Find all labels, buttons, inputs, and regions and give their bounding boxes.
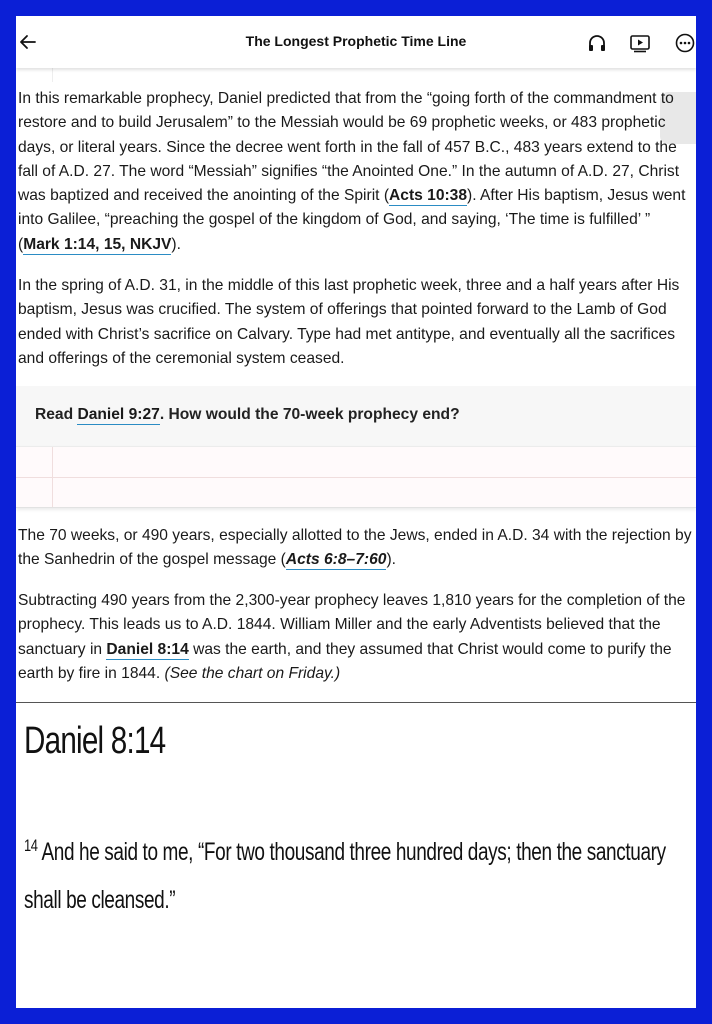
question-text: Read (35, 406, 78, 423)
scripture-link[interactable]: Daniel 9:27 (77, 406, 160, 423)
app-frame (16, 16, 696, 1008)
scripture-link[interactable]: Daniel 8:14 (106, 640, 189, 658)
question-text: . How would the 70-week prophecy end? (159, 406, 460, 423)
scripture-link[interactable]: Mark 1:14, 15, NKJV (23, 235, 172, 253)
paragraph-text: ). After His baptism, Jesus went into Galilee, “preaching the gospel of the kingdom of God, and saying, ‘The time is fulfilled’ ” ( (18, 187, 686, 253)
scripture-link[interactable]: Acts 10:38 (389, 187, 468, 205)
chart-note: (See the chart on Friday.) (164, 664, 341, 682)
scripture-link[interactable]: Acts 6:8–7:60 (285, 551, 387, 569)
paragraph-text: was the earth, and they assumed that Christ would come to purify the earth by fire in 1844. (18, 640, 672, 682)
paragraph-text: In this remarkable prophecy, Daniel predicted that from the “going forth of the commandment to restore and to build Jerusalem” to the Messiah would be 69 prophetic weeks, or 483 prophetic days, or literal years. Since the decree went forth in the fall of 457 B.C., 483 years extend to the fall of A.D. 27. The word “Messiah” signifies “the Anointed One.” In the autumn of A.D. 27, Christ was baptized and received the anointing of the Spirit ( (18, 90, 680, 205)
paragraph-text: Subtracting 490 years from the 2,300-year prophecy leaves 1,810 years for the completion of the prophecy. This leads us to A.D. 1844. William Miller and the early Adventists believed that the sanctuary in (18, 592, 686, 658)
paragraph-text: ). (386, 551, 396, 569)
answer-margin-line (52, 447, 53, 507)
verse-text (24, 822, 693, 924)
paragraph-3 (18, 524, 694, 573)
paragraph-text: The 70 weeks, or 490 years, especially allotted to the Jews, ended in A.D. 34 with the rejection by the Sanhedrin of the gospel message ( (18, 527, 692, 569)
paragraph-1 (18, 87, 694, 257)
verse-body: And he said to me, “For two thousand three hundred days; then the sanctuary shall be cleansed.” (24, 838, 666, 914)
paragraph-text: ). (171, 235, 181, 253)
page-title: The Longest Prophetic Time Line (245, 33, 467, 49)
verse-number: 14 (24, 836, 38, 855)
answer-rule-line (16, 477, 696, 478)
study-question (35, 406, 460, 424)
more-options-icon[interactable] (674, 32, 696, 54)
paragraph-4 (18, 589, 694, 686)
paragraph-2: In the spring of A.D. 31, in the middle of this last prophetic week, three and a half years after His baptism, Jesus was crucified. The system of offerings that pointed forward to the Lamb of God ended with Christ’s sacrifice on Calvary. Type had met antitype, and eventually all the sacrifices and offerings of the ceremonial system ceased. (18, 277, 680, 367)
answer-notes-field[interactable] (16, 446, 696, 508)
top-bar (16, 16, 696, 68)
margin-mark (52, 68, 53, 82)
headphones-icon[interactable] (586, 32, 608, 54)
play-video-icon[interactable] (629, 32, 651, 54)
verse-heading: Daniel 8:14 (24, 720, 166, 762)
